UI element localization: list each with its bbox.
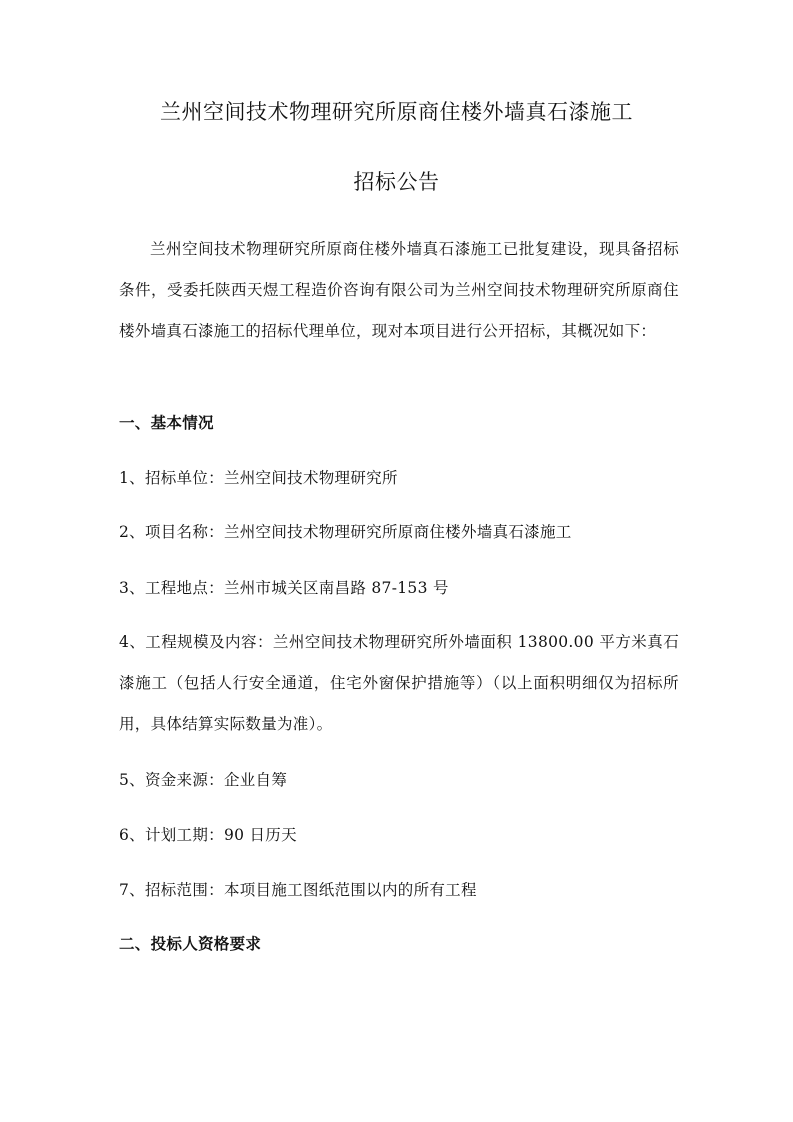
item-project-scale: 4、工程规模及内容：兰州空间技术物理研究所外墙面积 13800.00 平方米真石漆施工（包括人行安全通道，住宅外窗保护措施等）（以上面积明细仅为招标所用，具体结算实际数量为准）。 bbox=[119, 633, 679, 733]
document-title-line2: 招标公告 bbox=[353, 170, 440, 194]
item-bidding-scope: 7、招标范围：本项目施工图纸范围以内的所有工程 bbox=[119, 881, 477, 899]
item-planned-duration: 6、计划工期：90 日历天 bbox=[119, 826, 297, 844]
section-heading-basic-info: 一、基本情况 bbox=[119, 414, 214, 432]
item-bidding-unit: 1、招标单位：兰州空间技术物理研究所 bbox=[119, 469, 398, 487]
intro-paragraph: 兰州空间技术物理研究所原商住楼外墙真石漆施工已批复建设，现具备招标条件，受委托陕西天煜工程造价咨询有限公司为兰州空间技术物理研究所原商住楼外墙真石漆施工的招标代理单位，现对本项目进行公开招标，其概况如下： bbox=[119, 240, 679, 340]
item-funding-source: 5、资金来源：企业自筹 bbox=[119, 771, 288, 789]
item-project-name: 2、项目名称：兰州空间技术物理研究所原商住楼外墙真石漆施工 bbox=[119, 523, 572, 541]
section-heading-bidder-qualification: 二、投标人资格要求 bbox=[119, 935, 262, 953]
document-title-line1: 兰州空间技术物理研究所原商住楼外墙真石漆施工 bbox=[160, 100, 633, 124]
item-project-location: 3、工程地点：兰州市城关区南昌路 87-153 号 bbox=[119, 579, 449, 597]
